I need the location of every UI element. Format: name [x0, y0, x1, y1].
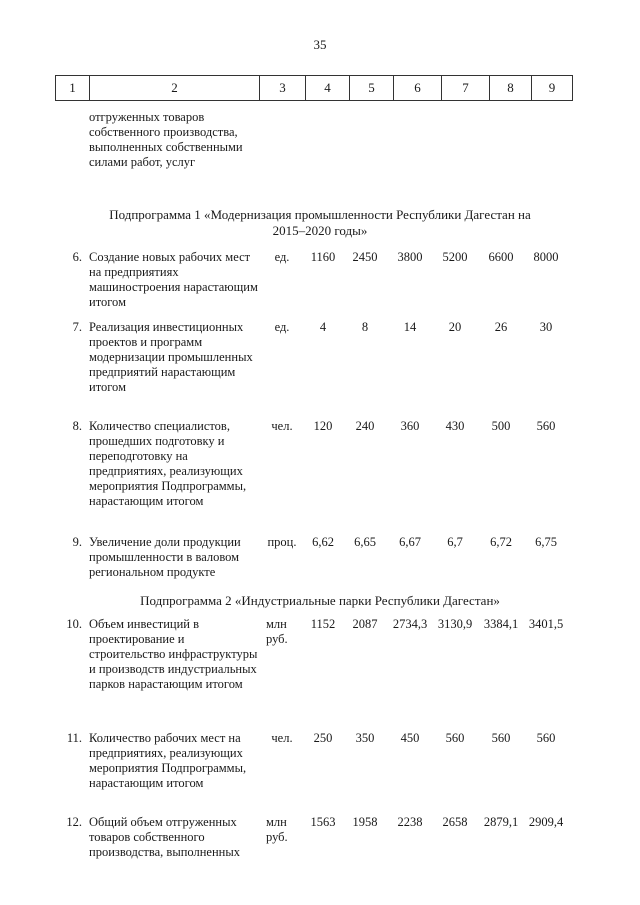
- row-10-value: 2734,3: [392, 617, 428, 631]
- row-7-value: 8: [361, 320, 369, 334]
- row-9-value: 6,62: [312, 535, 334, 549]
- header-cell: 5: [349, 76, 393, 100]
- row-9-number: 9.: [72, 535, 82, 549]
- header-cell: 1: [55, 76, 89, 100]
- row-11-unit: чел.: [271, 731, 293, 745]
- row-8-value: 560: [536, 419, 556, 433]
- row-6-value: 5200: [442, 250, 468, 264]
- row-6-name: Создание новых рабочих мест на предприятиях машиностроения нарастающим итогом: [89, 250, 258, 309]
- row-11-value: 450: [400, 731, 420, 745]
- row-12-value: 1958: [352, 815, 378, 829]
- row-10-value: 3401,5: [528, 617, 564, 631]
- row-7-value: 14: [403, 320, 417, 334]
- row-10-value: 1152: [310, 617, 336, 631]
- row-11-value: 560: [491, 731, 511, 745]
- table-header: [55, 75, 573, 101]
- continued-indicator-text: отгруженных товаров собственного производства, выполненных собственными силами работ, услуг: [89, 110, 243, 169]
- row-11-value: 350: [355, 731, 375, 745]
- row-12-number: 12.: [66, 815, 82, 829]
- row-7-unit: ед.: [274, 320, 290, 334]
- header-cell: 9: [531, 76, 573, 100]
- row-9-name: Увеличение доли продукции промышленности в валовом региональном продукте: [89, 535, 241, 579]
- row-8-value: 120: [313, 419, 333, 433]
- row-8-value: 360: [400, 419, 420, 433]
- row-12-value: 2909,4: [528, 815, 564, 829]
- row-8-unit: чел.: [271, 419, 293, 433]
- row-11-value: 250: [313, 731, 333, 745]
- header-cell: 4: [305, 76, 349, 100]
- row-12-value: 2238: [397, 815, 423, 829]
- page-number: 35: [313, 37, 327, 52]
- row-9-value: 6,7: [447, 535, 463, 549]
- row-12-value: 1563: [310, 815, 336, 829]
- row-6-value: 2450: [352, 250, 378, 264]
- row-6-value: 8000: [533, 250, 559, 264]
- row-11-value: 560: [445, 731, 465, 745]
- row-10-value: 2087: [352, 617, 378, 631]
- header-cell: 7: [441, 76, 489, 100]
- row-6-value: 3800: [397, 250, 423, 264]
- row-6-number: 6.: [72, 250, 82, 264]
- row-8-number: 8.: [72, 419, 82, 433]
- row-8-value: 240: [355, 419, 375, 433]
- subprogram-1-title: Подпрограмма 1 «Модернизация промышленности Республики Дагестан на 2015–2020 годы»: [109, 207, 531, 238]
- row-9-value: 6,75: [535, 535, 557, 549]
- row-8-value: 430: [445, 419, 465, 433]
- row-9-value: 6,72: [490, 535, 512, 549]
- row-9-value: 6,67: [399, 535, 421, 549]
- row-7-value: 20: [448, 320, 462, 334]
- header-cell: 6: [393, 76, 441, 100]
- row-10-value: 3130,9: [437, 617, 473, 631]
- row-10-value: 3384,1: [483, 617, 519, 631]
- row-6-value: 6600: [488, 250, 514, 264]
- row-6-value: 1160: [310, 250, 336, 264]
- subprogram-2-title: Подпрограмма 2 «Индустриальные парки Республики Дагестан»: [140, 593, 500, 608]
- row-10-number: 10.: [66, 617, 82, 631]
- row-12-value: 2879,1: [483, 815, 519, 829]
- row-12-name: Общий объем отгруженных товаров собственного производства, выполненных: [89, 815, 241, 859]
- row-7-name: Реализация инвестиционных проектов и программ модернизации промышленных предприятий нарастающим итогом: [89, 320, 253, 394]
- row-9-unit: проц.: [267, 535, 297, 549]
- row-7-number: 7.: [72, 320, 82, 334]
- row-12-unit: млн руб.: [266, 815, 288, 844]
- header-cell: 8: [489, 76, 531, 100]
- row-12-value: 2658: [442, 815, 468, 829]
- row-11-name: Количество рабочих мест на предприятиях, реализующих мероприятия Подпрограммы, нарастающим итогом: [89, 731, 247, 790]
- header-cell: 2: [89, 76, 259, 100]
- row-7-value: 30: [539, 320, 553, 334]
- row-8-value: 500: [491, 419, 511, 433]
- row-6-unit: ед.: [274, 250, 290, 264]
- row-7-value: 4: [319, 320, 327, 334]
- row-10-name: Объем инвестиций в проектирование и строительство инфраструктуры и производств индустриальных парков нарастающим итогом: [89, 617, 258, 691]
- row-9-value: 6,65: [354, 535, 376, 549]
- row-8-name: Количество специалистов, прошедших подготовку и переподготовку на предприятиях, реализующих мероприятия Подпрограммы, нарастающим итогом: [89, 419, 247, 508]
- row-10-unit: млн руб.: [266, 617, 288, 646]
- row-11-number: 11.: [66, 731, 82, 745]
- header-cell: 3: [259, 76, 305, 100]
- row-11-value: 560: [536, 731, 556, 745]
- row-7-value: 26: [494, 320, 508, 334]
